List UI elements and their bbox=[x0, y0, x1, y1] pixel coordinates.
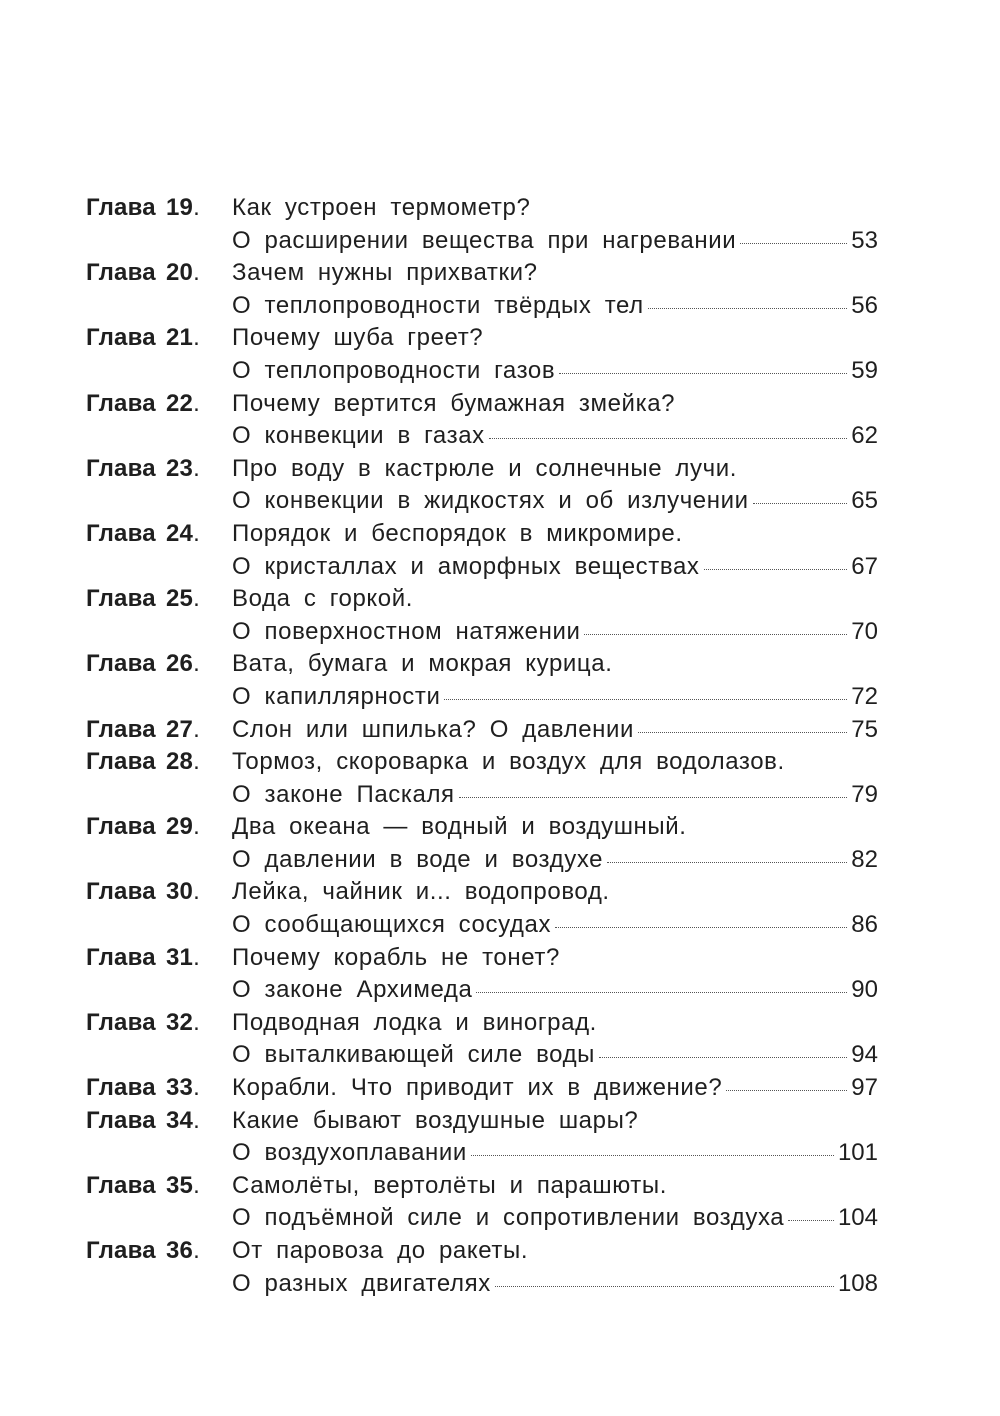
toc-entry-title-line bbox=[86, 811, 878, 844]
toc-entry-title-line bbox=[86, 518, 878, 551]
chapter-number: 36 bbox=[166, 1237, 194, 1264]
dot-leader bbox=[489, 438, 848, 439]
chapter-number-dot: . bbox=[193, 813, 200, 841]
chapter-label bbox=[86, 518, 232, 551]
chapter-word: Глава bbox=[86, 1008, 156, 1036]
toc-entry-title-line bbox=[86, 648, 878, 681]
chapter-title: От паровоза до ракеты. bbox=[232, 1237, 529, 1264]
chapter-number: 22 bbox=[166, 389, 194, 417]
chapter-word: Глава bbox=[86, 813, 156, 841]
chapter-label bbox=[86, 192, 232, 225]
chapter-subtitle: О воздухоплавании bbox=[232, 1139, 467, 1167]
chapter-word: Глава bbox=[86, 454, 156, 482]
dot-leader bbox=[471, 1155, 834, 1156]
toc-entry-subtitle-line bbox=[86, 1137, 878, 1170]
chapter-word: Глава bbox=[86, 585, 156, 613]
dot-leader bbox=[476, 992, 847, 993]
chapter-subtitle: О разных двигателях bbox=[232, 1269, 491, 1297]
page-number: 108 bbox=[837, 1269, 878, 1297]
chapter-subtitle: О сообщающихся сосудах bbox=[232, 911, 552, 939]
toc-entry-title-line bbox=[86, 192, 878, 225]
dot-leader bbox=[740, 243, 847, 244]
dot-leader bbox=[459, 797, 848, 798]
chapter-number-dot: . bbox=[193, 454, 200, 482]
dot-leader bbox=[648, 308, 848, 309]
chapter-word: Глава bbox=[86, 878, 156, 906]
chapter-word: Глава bbox=[86, 1074, 156, 1102]
chapter-title: Порядок и беспорядок в микромире. bbox=[232, 519, 683, 547]
toc-entry-title-line bbox=[86, 322, 878, 355]
chapter-label bbox=[86, 453, 232, 486]
toc-entry-subtitle-line bbox=[86, 225, 878, 258]
toc-entry-title-line bbox=[86, 257, 878, 290]
page-number: 97 bbox=[851, 1074, 878, 1102]
chapter-word: Глава bbox=[86, 1171, 156, 1199]
page-number: 72 bbox=[851, 682, 878, 710]
toc-entry-title-line bbox=[86, 1007, 878, 1040]
toc-entry-title-line bbox=[86, 876, 878, 909]
toc-entry-subtitle-line bbox=[86, 355, 878, 388]
chapter-number: 35 bbox=[166, 1171, 194, 1199]
chapter-title: Зачем нужны прихватки? bbox=[232, 259, 538, 287]
chapter-label bbox=[86, 714, 232, 747]
chapter-label bbox=[86, 1007, 232, 1040]
dot-leader bbox=[753, 503, 848, 504]
chapter-number: 27 bbox=[166, 715, 194, 743]
toc-entry-subtitle-line bbox=[86, 485, 878, 518]
chapter-subtitle: О подъёмной силе и сопротивлении воздуха bbox=[232, 1204, 785, 1232]
chapter-label bbox=[86, 322, 232, 355]
page-number: 90 bbox=[851, 976, 878, 1004]
chapter-subtitle: О законе Архимеда bbox=[232, 976, 473, 1004]
chapter-number: 19 bbox=[166, 194, 194, 221]
chapter-title: Тормоз, скороварка и воздух для водолазов. bbox=[232, 748, 785, 776]
toc-entry-title-line bbox=[86, 746, 878, 779]
toc-entry-title-line bbox=[86, 1170, 878, 1203]
chapter-label bbox=[86, 388, 232, 421]
table-of-contents bbox=[86, 192, 878, 1300]
page-number: 82 bbox=[851, 845, 878, 873]
chapter-number: 31 bbox=[166, 943, 194, 971]
chapter-number: 21 bbox=[166, 324, 194, 352]
page-number: 86 bbox=[851, 911, 878, 939]
dot-leader bbox=[584, 634, 847, 635]
chapter-title: Лейка, чайник и... водопровод. bbox=[232, 878, 610, 906]
chapter-title: Самолёты, вертолёты и парашюты. bbox=[232, 1171, 668, 1199]
chapter-number: 23 bbox=[166, 454, 194, 482]
chapter-word: Глава bbox=[86, 650, 156, 678]
chapter-label bbox=[86, 1170, 232, 1203]
page-number: 62 bbox=[851, 422, 878, 450]
chapter-number-dot: . bbox=[193, 1171, 200, 1199]
dot-leader bbox=[495, 1286, 834, 1287]
chapter-label bbox=[86, 876, 232, 909]
chapter-label bbox=[86, 1235, 232, 1268]
page-number: 101 bbox=[837, 1139, 878, 1167]
chapter-label bbox=[86, 257, 232, 290]
toc-entry-subtitle-line bbox=[86, 779, 878, 812]
chapter-number: 29 bbox=[166, 813, 194, 841]
chapter-number: 33 bbox=[166, 1074, 194, 1102]
toc-entry-subtitle-line bbox=[86, 909, 878, 942]
chapter-number: 26 bbox=[166, 650, 194, 678]
chapter-number-dot: . bbox=[193, 943, 200, 971]
chapter-title: Почему вертится бумажная змейка? bbox=[232, 389, 676, 417]
chapter-word: Глава bbox=[86, 389, 156, 417]
chapter-subtitle: О законе Паскаля bbox=[232, 780, 455, 808]
page-number: 65 bbox=[851, 487, 878, 515]
chapter-number-dot: . bbox=[193, 1008, 200, 1036]
chapter-subtitle: О выталкивающей силе воды bbox=[232, 1041, 596, 1069]
chapter-subtitle: О расширении вещества при нагревании bbox=[232, 226, 737, 254]
chapter-word: Глава bbox=[86, 943, 156, 971]
toc-entry-subtitle-line bbox=[86, 974, 878, 1007]
chapter-title: Какие бывают воздушные шары? bbox=[232, 1106, 639, 1134]
chapter-label bbox=[86, 1072, 232, 1105]
chapter-number: 20 bbox=[166, 259, 194, 287]
chapter-number: 32 bbox=[166, 1008, 194, 1036]
dot-leader bbox=[559, 373, 847, 374]
page-number: 67 bbox=[851, 552, 878, 580]
page-number: 104 bbox=[837, 1204, 878, 1232]
toc-entry-title-line bbox=[86, 714, 878, 747]
chapter-title: Как устроен термометр? bbox=[232, 194, 531, 221]
chapter-label bbox=[86, 746, 232, 779]
toc-entry-title-line bbox=[86, 1105, 878, 1138]
chapter-number-dot: . bbox=[193, 259, 200, 287]
chapter-title: Два океана — водный и воздушный. bbox=[232, 813, 687, 841]
chapter-title: Подводная лодка и виноград. bbox=[232, 1008, 597, 1036]
dot-leader bbox=[555, 927, 847, 928]
chapter-number: 30 bbox=[166, 878, 194, 906]
chapter-subtitle: О поверхностном натяжении bbox=[232, 617, 581, 645]
toc-entry-subtitle-line bbox=[86, 290, 878, 323]
toc-entry-subtitle-line bbox=[86, 616, 878, 649]
chapter-number-dot: . bbox=[193, 1237, 200, 1264]
toc-entry-title-line bbox=[86, 942, 878, 975]
chapter-number: 34 bbox=[166, 1106, 194, 1134]
page-number: 75 bbox=[851, 715, 878, 743]
chapter-word: Глава bbox=[86, 519, 156, 547]
page-number: 70 bbox=[851, 617, 878, 645]
page-number: 53 bbox=[851, 226, 878, 254]
chapter-label bbox=[86, 583, 232, 616]
chapter-word: Глава bbox=[86, 259, 156, 287]
chapter-title: Корабли. Что приводит их в движение? bbox=[232, 1074, 723, 1102]
toc-entry-title-line bbox=[86, 388, 878, 421]
chapter-number-dot: . bbox=[193, 715, 200, 743]
chapter-number-dot: . bbox=[193, 1074, 200, 1102]
toc-entry-subtitle-line bbox=[86, 681, 878, 714]
chapter-number-dot: . bbox=[193, 324, 200, 352]
chapter-subtitle: О конвекции в жидкостях и об излучении bbox=[232, 487, 749, 515]
dot-leader bbox=[788, 1220, 834, 1221]
chapter-title: Почему шуба греет? bbox=[232, 324, 484, 352]
chapter-subtitle: О теплопроводности газов bbox=[232, 356, 556, 384]
chapter-word: Глава bbox=[86, 715, 156, 743]
chapter-word: Глава bbox=[86, 1237, 156, 1264]
dot-leader bbox=[599, 1057, 847, 1058]
chapter-number: 24 bbox=[166, 519, 194, 547]
chapter-number-dot: . bbox=[193, 1106, 200, 1134]
toc-entry-subtitle-line bbox=[86, 420, 878, 453]
chapter-word: Глава bbox=[86, 324, 156, 352]
chapter-number-dot: . bbox=[193, 519, 200, 547]
toc-entry-title-line bbox=[86, 453, 878, 486]
chapter-word: Глава bbox=[86, 748, 156, 776]
dot-leader bbox=[704, 569, 848, 570]
chapter-label bbox=[86, 648, 232, 681]
chapter-title: Почему корабль не тонет? bbox=[232, 943, 560, 971]
chapter-subtitle: О капиллярности bbox=[232, 682, 441, 710]
chapter-subtitle: О конвекции в газах bbox=[232, 422, 485, 450]
page-number: 79 bbox=[851, 780, 878, 808]
toc-entry-title-line bbox=[86, 583, 878, 616]
chapter-subtitle: О теплопроводности твёрдых тел bbox=[232, 291, 644, 319]
page-number: 56 bbox=[851, 291, 878, 319]
chapter-label bbox=[86, 1105, 232, 1138]
chapter-label bbox=[86, 942, 232, 975]
chapter-number-dot: . bbox=[193, 878, 200, 906]
chapter-subtitle: О кристаллах и аморфных веществах bbox=[232, 552, 700, 580]
page-number: 59 bbox=[851, 356, 878, 384]
dot-leader bbox=[638, 732, 847, 733]
dot-leader bbox=[444, 699, 847, 700]
chapter-number-dot: . bbox=[193, 194, 200, 221]
toc-entry-subtitle-line bbox=[86, 1268, 878, 1301]
chapter-number: 25 bbox=[166, 585, 194, 613]
chapter-subtitle: О давлении в воде и воздухе bbox=[232, 845, 604, 873]
toc-entry-title-line bbox=[86, 1072, 878, 1105]
chapter-label bbox=[86, 811, 232, 844]
toc-entry-subtitle-line bbox=[86, 551, 878, 584]
chapter-title: Вата, бумага и мокрая курица. bbox=[232, 650, 613, 678]
chapter-word: Глава bbox=[86, 1106, 156, 1134]
toc-entry-title-line bbox=[86, 1235, 878, 1268]
dot-leader bbox=[726, 1090, 847, 1091]
chapter-title: Слон или шпилька? О давлении bbox=[232, 715, 635, 743]
toc-entry-subtitle-line bbox=[86, 844, 878, 877]
chapter-word: Глава bbox=[86, 194, 156, 221]
dot-leader bbox=[607, 862, 847, 863]
toc-entry-subtitle-line bbox=[86, 1202, 878, 1235]
chapter-number-dot: . bbox=[193, 585, 200, 613]
chapter-number: 28 bbox=[166, 748, 194, 776]
chapter-title: Вода с горкой. bbox=[232, 585, 414, 613]
chapter-number-dot: . bbox=[193, 389, 200, 417]
chapter-title: Про воду в кастрюле и солнечные лучи. bbox=[232, 454, 737, 482]
toc-entry-subtitle-line bbox=[86, 1039, 878, 1072]
page-number: 94 bbox=[851, 1041, 878, 1069]
chapter-number-dot: . bbox=[193, 650, 200, 678]
chapter-number-dot: . bbox=[193, 748, 200, 776]
